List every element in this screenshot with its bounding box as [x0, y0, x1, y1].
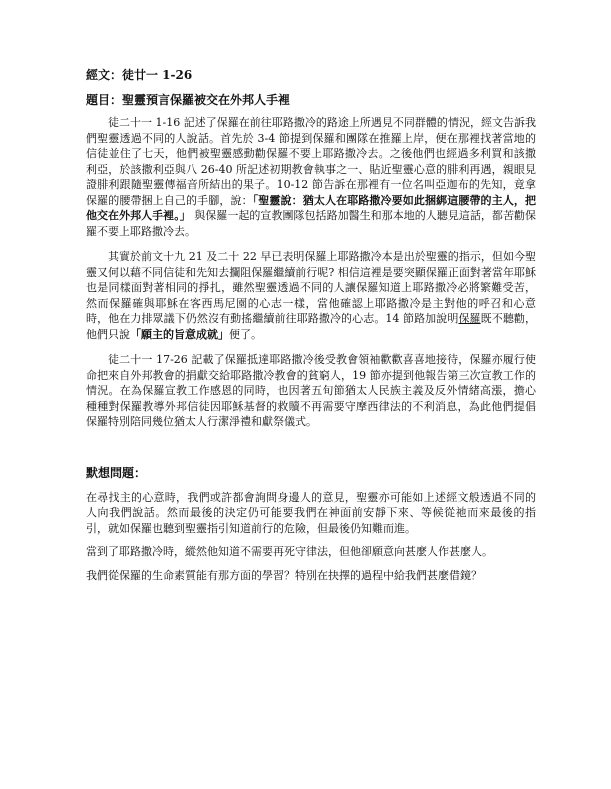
section-spacer: [86, 440, 536, 466]
reflection-question-2: 當到了耶路撒冷時，縱然他知道不需要再死守律法，但他卻願意向甚麼人作甚麼人。: [86, 545, 493, 558]
paragraph-2-text-c: 便了。: [229, 327, 262, 341]
scripture-reference: 經文：徒廿一 1-26: [86, 68, 193, 82]
paragraph-2-text-a: 其實於前文十九 21 及二十 22 早已表明保羅上耶路撒冷本是出於聖靈的指示，但如今聖靈又何以藉不同信徒和先知去攔阻保羅繼續前行呢? 相信這裡是要突顯保羅正面對著當年耶穌也是同樣面對著相同的掙扎，雖然聖靈透過不同的人讓保羅知道上耶路撒冷必將繁難受苦，然而保羅確與耶穌在客西馬尼園的心志一樣，當他確認上耶路撒冷是主對他的呼召和心意時，他在力排眾議下仍然沒有動搖繼續前往耶路撒冷的心志。14 節路加說明: [86, 250, 536, 325]
reflection-title: 默想問題：: [86, 465, 147, 480]
reflection-question-1: 在尋找主的心意時，我們或許都會詢問身邊人的意見，聖靈亦可能如上述經文般透過不同的人向我們說話。然而最後的決定仍可能要我們在神面前安靜下來、等候從祂而來最後的指引，就如保羅也聽到聖靈指引知道前行的危險，但最後仍知難而進。: [86, 490, 536, 535]
paragraph-2-text-b: 既不聽勸，他們只說: [86, 312, 536, 341]
paragraph-2-underlined-name: 保羅: [458, 312, 481, 325]
reflection-question-3: 我們從保羅的生命素質能有那方面的學習？特別在抉擇的過程中給我們甚麼借鏡？: [86, 568, 482, 582]
topic-title: 題目：聖靈預言保羅被交在外邦人手裡: [86, 93, 291, 107]
paragraph-2: [86, 249, 536, 342]
paragraph-1-text-a: 徒二十一 1-16 記述了保羅在前往耶路撒冷的路途上所遇見不同群體的情況，經文告訴我們聖靈透過不同的人說話。首先於 3-4 節提到保羅和團隊在推羅上岸，便在那裡找著當地的信徒並住了七天，他們被聖靈感動勸保羅不要上耶路撒冷去。之後他們也經過多利買和該撒利亞，於該撒利亞與八 26-40 所記述初期教會執事之一、貼近聖靈心意的腓利再遇，親眼見證腓利跟隨聖靈傳福音所結出的果子。10-12 節告訴在那裡有一位名叫亞迦布的先知，竟拿保羅的腰帶捆上自己的手腳，說：: [86, 116, 536, 207]
paragraph-3: 徒二十一 17-26 記載了保羅抵達耶路撒冷後受教會領袖歡歡喜喜地接待，保羅亦履行使命把來自外邦教會的捐獻交給耶路撒冷教會的貧窮人，19 節亦提到他報告第三次宣教工作的情況。在為保羅宣教工作感恩的同時，也因著五旬節猶太人民族主義及反外情緒高漲，擔心種種對保羅教導外邦信徒因耶穌基督的救贖不再需要守摩西律法的不利消息，為此他們提倡保羅特別陪同幾位猶太人行潔淨禮和獻祭儀式。: [86, 353, 536, 428]
paragraph-1-text-b: 與保羅一起的宣教團隊包括路加醫生和那本地的人聽見這話，都苦勸保羅不要上耶路撒冷去。: [86, 209, 537, 238]
paragraph-2-quote: 「願主的旨意成就」: [130, 327, 229, 341]
paragraph-1-quote: 「聖靈說：猶太人在耶路撒冷要如此捆綁這腰帶的主人，把他交在外邦人手裡。」: [86, 193, 536, 222]
paragraph-1: [86, 115, 536, 239]
document-page: [86, 68, 536, 591]
